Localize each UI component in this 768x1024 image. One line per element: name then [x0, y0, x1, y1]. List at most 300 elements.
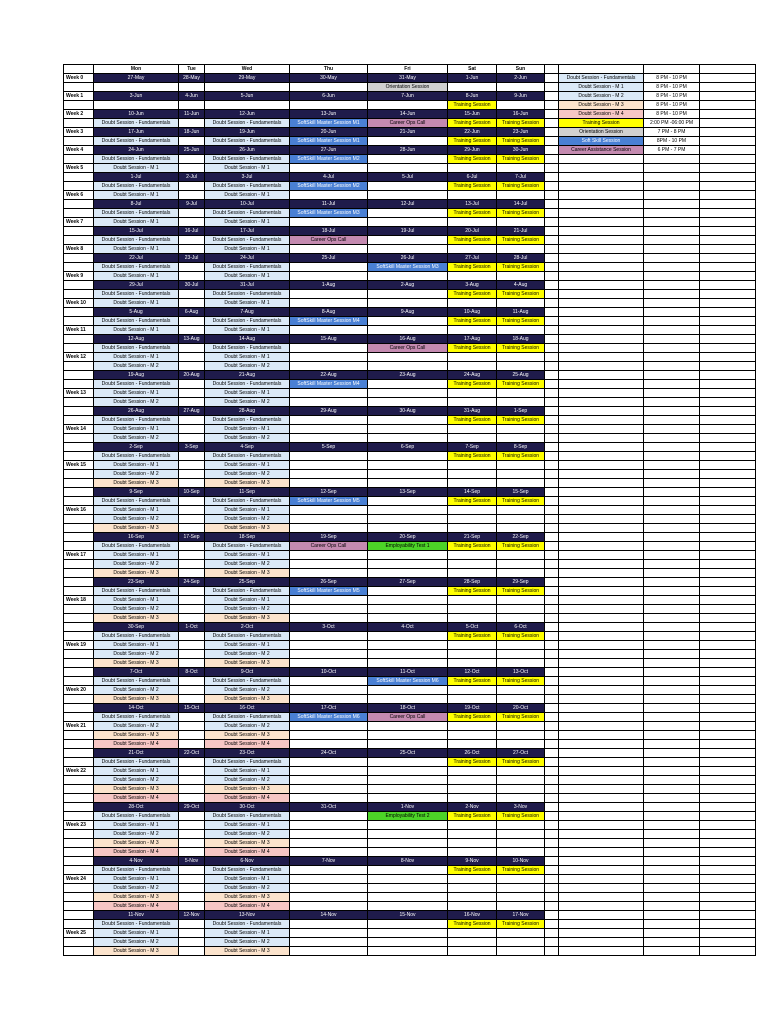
cell[interactable]: [700, 875, 756, 884]
time-slot-cell[interactable]: [644, 650, 700, 659]
time-slot-cell[interactable]: [644, 497, 700, 506]
cell[interactable]: [290, 362, 368, 371]
cell[interactable]: [700, 299, 756, 308]
doubt-session-module-cell[interactable]: Doubt Session - M 1: [94, 767, 179, 776]
cell[interactable]: [179, 848, 205, 857]
cell[interactable]: [64, 830, 94, 839]
cell[interactable]: [545, 119, 559, 128]
doubt-session-module-cell[interactable]: Doubt Session - M 1: [94, 821, 179, 830]
doubt-session-fundamentals-cell[interactable]: Doubt Session - Fundamentals: [94, 290, 179, 299]
time-slot-cell[interactable]: 8 PM - 10 PM: [644, 110, 700, 119]
training-session-cell[interactable]: Training Session: [448, 542, 497, 551]
doubt-session-fundamentals-cell[interactable]: Doubt Session - Fundamentals: [94, 236, 179, 245]
cell[interactable]: [64, 515, 94, 524]
cell[interactable]: [559, 713, 644, 722]
cell[interactable]: [64, 308, 94, 317]
date-cell[interactable]: 14-Oct: [94, 704, 179, 713]
cell[interactable]: [64, 749, 94, 758]
cell[interactable]: [700, 470, 756, 479]
cell[interactable]: [290, 569, 368, 578]
cell[interactable]: [700, 164, 756, 173]
time-slot-cell[interactable]: [644, 578, 700, 587]
cell[interactable]: [179, 380, 205, 389]
date-cell[interactable]: 17-Sep: [179, 533, 205, 542]
training-session-cell[interactable]: Training Session: [448, 587, 497, 596]
cell[interactable]: [64, 920, 94, 929]
doubt-session-fundamentals-cell[interactable]: Doubt Session - Fundamentals: [205, 758, 290, 767]
cell[interactable]: [64, 902, 94, 911]
cell[interactable]: [448, 398, 497, 407]
cell[interactable]: [497, 929, 545, 938]
cell[interactable]: [368, 389, 448, 398]
time-slot-cell[interactable]: [644, 398, 700, 407]
cell[interactable]: [700, 254, 756, 263]
training-session-cell[interactable]: Training Session: [497, 452, 545, 461]
date-cell[interactable]: 16-Sep: [94, 533, 179, 542]
cell[interactable]: [700, 902, 756, 911]
cell[interactable]: [64, 704, 94, 713]
cell[interactable]: [545, 326, 559, 335]
cell[interactable]: [497, 569, 545, 578]
cell[interactable]: [448, 785, 497, 794]
date-cell[interactable]: 11-Aug: [497, 308, 545, 317]
doubt-session-fundamentals-cell[interactable]: Doubt Session - Fundamentals: [205, 317, 290, 326]
week-label[interactable]: Week 22: [64, 767, 94, 776]
cell[interactable]: [700, 803, 756, 812]
doubt-session-module-cell[interactable]: Doubt Session - M 3: [94, 947, 179, 956]
time-slot-cell[interactable]: [644, 830, 700, 839]
time-slot-cell[interactable]: [644, 938, 700, 947]
cell[interactable]: [559, 803, 644, 812]
cell[interactable]: [559, 902, 644, 911]
cell[interactable]: [700, 110, 756, 119]
cell[interactable]: [448, 83, 497, 92]
cell[interactable]: [700, 218, 756, 227]
doubt-session-module-cell[interactable]: Doubt Session - M 2: [205, 470, 290, 479]
cell[interactable]: [700, 443, 756, 452]
doubt-session-module-cell[interactable]: Doubt Session - M 1: [205, 272, 290, 281]
cell[interactable]: [700, 119, 756, 128]
cell[interactable]: [64, 362, 94, 371]
cell[interactable]: [497, 191, 545, 200]
cell[interactable]: [700, 209, 756, 218]
date-cell[interactable]: 13-Aug: [179, 335, 205, 344]
cell[interactable]: [64, 623, 94, 632]
cell[interactable]: [290, 506, 368, 515]
time-slot-cell[interactable]: [644, 461, 700, 470]
cell[interactable]: [64, 866, 94, 875]
cell[interactable]: [559, 632, 644, 641]
week-label[interactable]: Week 21: [64, 722, 94, 731]
week-label[interactable]: Week 11: [64, 326, 94, 335]
cell[interactable]: [179, 740, 205, 749]
career-session-cell[interactable]: Career Ops Call: [368, 344, 448, 353]
doubt-session-module-cell[interactable]: Doubt Session - M 2: [94, 776, 179, 785]
date-cell[interactable]: 10-Jun: [94, 110, 179, 119]
cell[interactable]: [559, 488, 644, 497]
cell[interactable]: [497, 614, 545, 623]
date-cell[interactable]: 23-Aug: [368, 371, 448, 380]
cell[interactable]: [545, 173, 559, 182]
doubt-session-module-cell[interactable]: Doubt Session - M 1: [94, 506, 179, 515]
cell[interactable]: [559, 848, 644, 857]
cell[interactable]: [559, 938, 644, 947]
cell[interactable]: [700, 947, 756, 956]
doubt-session-fundamentals-cell[interactable]: Doubt Session - Fundamentals: [94, 677, 179, 686]
doubt-session-module-cell[interactable]: Doubt Session - M 2: [205, 560, 290, 569]
cell[interactable]: [448, 164, 497, 173]
cell[interactable]: [290, 722, 368, 731]
cell[interactable]: [179, 893, 205, 902]
cell[interactable]: [368, 767, 448, 776]
time-slot-cell[interactable]: [644, 182, 700, 191]
cell[interactable]: [290, 344, 368, 353]
cell[interactable]: [179, 569, 205, 578]
cell[interactable]: [290, 389, 368, 398]
cell[interactable]: [497, 83, 545, 92]
cell[interactable]: [290, 677, 368, 686]
date-cell[interactable]: 1-Jun: [448, 74, 497, 83]
doubt-session-fundamentals-cell[interactable]: Doubt Session - Fundamentals: [205, 344, 290, 353]
cell[interactable]: [700, 839, 756, 848]
time-slot-cell[interactable]: [644, 425, 700, 434]
time-slot-cell[interactable]: 2:00 PM -06:00 PM: [644, 119, 700, 128]
cell[interactable]: [559, 740, 644, 749]
cell[interactable]: [700, 380, 756, 389]
cell[interactable]: [545, 587, 559, 596]
cell[interactable]: [700, 92, 756, 101]
cell[interactable]: [64, 911, 94, 920]
cell[interactable]: [700, 623, 756, 632]
cell[interactable]: [179, 767, 205, 776]
cell[interactable]: [497, 884, 545, 893]
cell[interactable]: [179, 344, 205, 353]
time-slot-cell[interactable]: [644, 866, 700, 875]
cell[interactable]: [559, 659, 644, 668]
cell[interactable]: [700, 101, 756, 110]
date-cell[interactable]: 20-Sep: [368, 533, 448, 542]
cell[interactable]: [559, 650, 644, 659]
cell[interactable]: [64, 137, 94, 146]
cell[interactable]: [559, 857, 644, 866]
cell[interactable]: [64, 119, 94, 128]
date-cell[interactable]: 8-Oct: [179, 668, 205, 677]
cell[interactable]: [700, 812, 756, 821]
cell[interactable]: [559, 605, 644, 614]
cell[interactable]: [179, 605, 205, 614]
cell[interactable]: [448, 875, 497, 884]
date-cell[interactable]: 10-Oct: [290, 668, 368, 677]
cell[interactable]: [559, 722, 644, 731]
week-label[interactable]: Week 18: [64, 596, 94, 605]
time-slot-cell[interactable]: [644, 605, 700, 614]
cell[interactable]: [290, 866, 368, 875]
cell[interactable]: [559, 362, 644, 371]
date-cell[interactable]: 15-Oct: [179, 704, 205, 713]
cell[interactable]: [497, 695, 545, 704]
date-cell[interactable]: 29-Jul: [94, 281, 179, 290]
date-cell[interactable]: 7-Oct: [94, 668, 179, 677]
cell[interactable]: [64, 488, 94, 497]
cell[interactable]: [179, 596, 205, 605]
date-cell[interactable]: 10-Aug: [448, 308, 497, 317]
cell[interactable]: [94, 101, 179, 110]
cell[interactable]: [290, 641, 368, 650]
doubt-session-module-cell[interactable]: Doubt Session - M 2: [94, 938, 179, 947]
column-header[interactable]: Thu: [290, 65, 368, 74]
doubt-session-module-cell[interactable]: Doubt Session - M 3: [94, 695, 179, 704]
cell[interactable]: [368, 866, 448, 875]
cell[interactable]: [179, 182, 205, 191]
cell[interactable]: [368, 290, 448, 299]
cell[interactable]: [545, 110, 559, 119]
cell[interactable]: [290, 785, 368, 794]
cell[interactable]: [290, 263, 368, 272]
date-cell[interactable]: 17-Oct: [290, 704, 368, 713]
cell[interactable]: [290, 929, 368, 938]
date-cell[interactable]: 25-Jun: [179, 146, 205, 155]
cell[interactable]: [368, 839, 448, 848]
cell[interactable]: [448, 722, 497, 731]
date-cell[interactable]: 4-Oct: [368, 623, 448, 632]
cell[interactable]: [179, 884, 205, 893]
cell[interactable]: [179, 614, 205, 623]
cell[interactable]: [700, 335, 756, 344]
cell[interactable]: [64, 632, 94, 641]
cell[interactable]: [290, 902, 368, 911]
time-slot-cell[interactable]: 7 PM - 8 PM: [644, 128, 700, 137]
cell[interactable]: [700, 281, 756, 290]
cell[interactable]: [545, 722, 559, 731]
cell[interactable]: [290, 299, 368, 308]
column-header[interactable]: Sun: [497, 65, 545, 74]
cell[interactable]: [448, 551, 497, 560]
doubt-session-module-cell[interactable]: Doubt Session - M 1: [94, 191, 179, 200]
cell[interactable]: [290, 290, 368, 299]
date-cell[interactable]: 24-Aug: [448, 371, 497, 380]
cell[interactable]: [64, 542, 94, 551]
training-session-cell[interactable]: Training Session: [448, 101, 497, 110]
date-cell[interactable]: 5-Oct: [448, 623, 497, 632]
date-cell[interactable]: 25-Aug: [497, 371, 545, 380]
week-label[interactable]: Week 3: [64, 128, 94, 137]
date-cell[interactable]: 23-Jul: [179, 254, 205, 263]
doubt-session-fundamentals-cell[interactable]: Doubt Session - Fundamentals: [205, 119, 290, 128]
cell[interactable]: [290, 695, 368, 704]
cell[interactable]: [559, 893, 644, 902]
cell[interactable]: [700, 353, 756, 362]
date-cell[interactable]: 27-Sep: [368, 578, 448, 587]
cell[interactable]: [559, 218, 644, 227]
cell[interactable]: [368, 524, 448, 533]
cell[interactable]: [368, 938, 448, 947]
employability-test-cell[interactable]: Employability Test 1: [368, 542, 448, 551]
time-slot-cell[interactable]: [644, 902, 700, 911]
cell[interactable]: [545, 515, 559, 524]
date-cell[interactable]: 6-Jun: [290, 92, 368, 101]
cell[interactable]: [559, 164, 644, 173]
cell[interactable]: [559, 524, 644, 533]
date-cell[interactable]: 2-Jul: [179, 173, 205, 182]
cell[interactable]: [290, 767, 368, 776]
cell[interactable]: [368, 758, 448, 767]
date-cell[interactable]: 15-Jun: [448, 110, 497, 119]
cell[interactable]: [497, 515, 545, 524]
cell[interactable]: [290, 524, 368, 533]
cell[interactable]: [497, 839, 545, 848]
cell[interactable]: [559, 767, 644, 776]
cell[interactable]: [559, 542, 644, 551]
cell[interactable]: [368, 155, 448, 164]
date-cell[interactable]: 13-Sep: [368, 488, 448, 497]
cell[interactable]: [545, 425, 559, 434]
cell[interactable]: [559, 200, 644, 209]
cell[interactable]: [559, 308, 644, 317]
softskill-session-cell[interactable]: SoftSkill Master Session M6: [290, 713, 368, 722]
cell[interactable]: [559, 812, 644, 821]
time-slot-cell[interactable]: 8 PM - 10 PM: [644, 74, 700, 83]
date-cell[interactable]: 17-Aug: [448, 335, 497, 344]
date-cell[interactable]: 22-Oct: [179, 749, 205, 758]
cell[interactable]: [290, 794, 368, 803]
cell[interactable]: [290, 416, 368, 425]
date-cell[interactable]: 29-May: [205, 74, 290, 83]
cell[interactable]: [448, 884, 497, 893]
cell[interactable]: [545, 695, 559, 704]
date-cell[interactable]: 6-Oct: [497, 623, 545, 632]
doubt-session-module-cell[interactable]: Doubt Session - M 3: [94, 479, 179, 488]
date-cell[interactable]: 19-Sep: [290, 533, 368, 542]
training-session-cell[interactable]: Training Session: [448, 119, 497, 128]
doubt-session-module-cell[interactable]: Doubt Session - M 1: [94, 299, 179, 308]
doubt-session-module-cell[interactable]: Doubt Session - M 1: [205, 929, 290, 938]
cell[interactable]: [448, 605, 497, 614]
cell[interactable]: [179, 452, 205, 461]
cell[interactable]: [559, 686, 644, 695]
cell[interactable]: [368, 398, 448, 407]
doubt-session-module-cell[interactable]: Doubt Session - M 2: [94, 515, 179, 524]
cell[interactable]: [290, 758, 368, 767]
cell[interactable]: [448, 830, 497, 839]
cell[interactable]: [448, 434, 497, 443]
cell[interactable]: [368, 605, 448, 614]
training-session-cell[interactable]: Training Session: [497, 866, 545, 875]
cell[interactable]: [497, 605, 545, 614]
cell[interactable]: [559, 641, 644, 650]
cell[interactable]: [368, 920, 448, 929]
date-cell[interactable]: 9-Jun: [497, 92, 545, 101]
doubt-session-module-cell[interactable]: Doubt Session - M 3: [205, 947, 290, 956]
cell[interactable]: [64, 785, 94, 794]
date-cell[interactable]: 1-Nov: [368, 803, 448, 812]
cell[interactable]: [179, 155, 205, 164]
cell[interactable]: [368, 614, 448, 623]
cell[interactable]: [559, 614, 644, 623]
doubt-session-module-cell[interactable]: Doubt Session - M 2: [205, 434, 290, 443]
time-slot-cell[interactable]: [644, 236, 700, 245]
cell[interactable]: [545, 254, 559, 263]
cell[interactable]: [290, 659, 368, 668]
cell[interactable]: [545, 380, 559, 389]
date-cell[interactable]: 18-Sep: [205, 533, 290, 542]
cell[interactable]: [64, 569, 94, 578]
cell[interactable]: [368, 947, 448, 956]
cell[interactable]: [559, 272, 644, 281]
cell[interactable]: [290, 614, 368, 623]
cell[interactable]: [700, 704, 756, 713]
cell[interactable]: [64, 182, 94, 191]
cell[interactable]: [179, 461, 205, 470]
doubt-session-module-cell[interactable]: Doubt Session - M 4: [205, 902, 290, 911]
cell[interactable]: [559, 668, 644, 677]
orientation-session-cell[interactable]: Orientation Session: [368, 83, 448, 92]
doubt-session-module-cell[interactable]: Doubt Session - M 1: [205, 245, 290, 254]
cell[interactable]: [545, 758, 559, 767]
cell[interactable]: [290, 425, 368, 434]
cell[interactable]: [179, 713, 205, 722]
training-session-cell[interactable]: Training Session: [497, 155, 545, 164]
doubt-session-module-cell[interactable]: Doubt Session - M 1: [94, 245, 179, 254]
doubt-session-fundamentals-cell[interactable]: Doubt Session - Fundamentals: [94, 344, 179, 353]
cell[interactable]: [545, 470, 559, 479]
cell[interactable]: [700, 677, 756, 686]
cell[interactable]: [545, 452, 559, 461]
cell[interactable]: [700, 515, 756, 524]
cell[interactable]: [545, 641, 559, 650]
date-cell[interactable]: 7-Jun: [368, 92, 448, 101]
doubt-session-module-cell[interactable]: Doubt Session - M 1: [205, 506, 290, 515]
time-slot-cell[interactable]: [644, 299, 700, 308]
cell[interactable]: [545, 524, 559, 533]
week-label[interactable]: Week 17: [64, 551, 94, 560]
cell[interactable]: [700, 884, 756, 893]
cell[interactable]: [64, 938, 94, 947]
doubt-session-module-cell[interactable]: Doubt Session - M 2: [205, 515, 290, 524]
cell[interactable]: [64, 533, 94, 542]
date-cell[interactable]: 26-Oct: [448, 749, 497, 758]
cell[interactable]: [448, 731, 497, 740]
time-slot-cell[interactable]: [644, 290, 700, 299]
time-slot-cell[interactable]: [644, 524, 700, 533]
softskill-session-cell[interactable]: SoftSkill Master Session M5: [290, 497, 368, 506]
cell[interactable]: [559, 920, 644, 929]
cell[interactable]: [545, 128, 559, 137]
softskill-session-cell[interactable]: SoftSkill Master Session M4: [290, 380, 368, 389]
cell[interactable]: [179, 722, 205, 731]
cell[interactable]: [545, 506, 559, 515]
cell[interactable]: [559, 758, 644, 767]
cell[interactable]: [497, 398, 545, 407]
cell[interactable]: [179, 902, 205, 911]
date-cell[interactable]: 9-Aug: [368, 308, 448, 317]
week-label[interactable]: Week 5: [64, 164, 94, 173]
cell[interactable]: [700, 578, 756, 587]
cell[interactable]: [545, 551, 559, 560]
cell[interactable]: [290, 893, 368, 902]
cell[interactable]: [700, 272, 756, 281]
time-slot-cell[interactable]: [644, 272, 700, 281]
cell[interactable]: [700, 434, 756, 443]
date-cell[interactable]: 17-Jul: [205, 227, 290, 236]
training-session-cell[interactable]: Training Session: [448, 452, 497, 461]
cell[interactable]: [368, 587, 448, 596]
date-cell[interactable]: 22-Jun: [448, 128, 497, 137]
week-label[interactable]: Week 8: [64, 245, 94, 254]
cell[interactable]: [64, 434, 94, 443]
cell[interactable]: [64, 200, 94, 209]
cell[interactable]: [64, 497, 94, 506]
cell[interactable]: [179, 272, 205, 281]
